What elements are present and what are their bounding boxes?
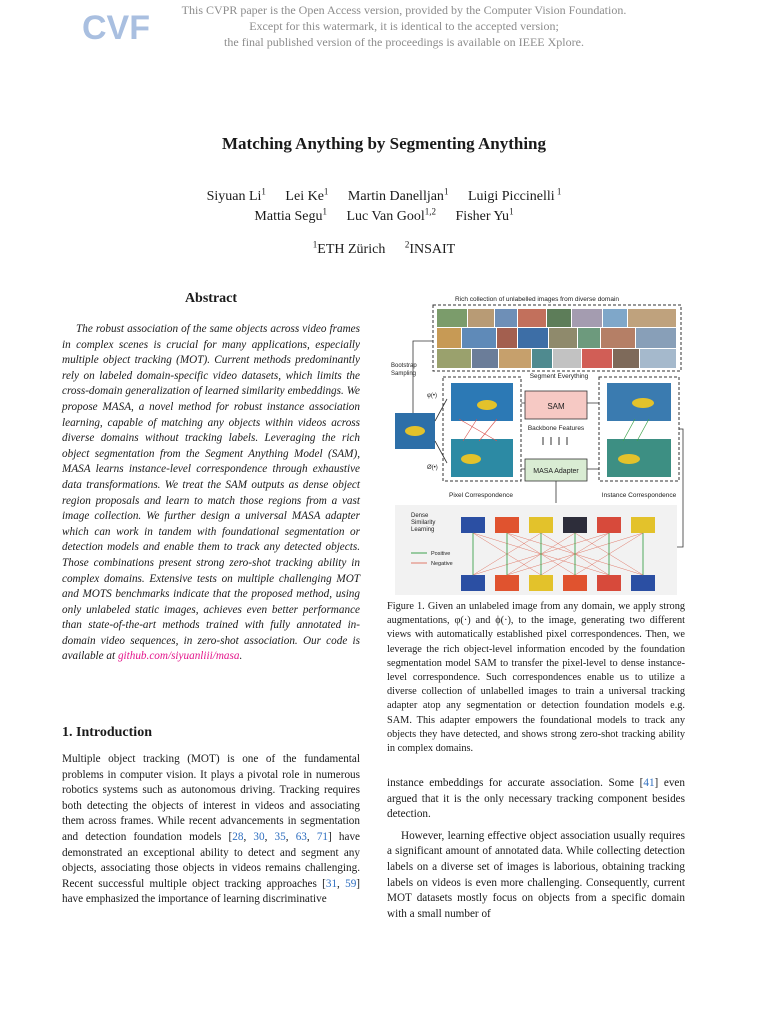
source-image — [395, 413, 435, 449]
figure-caption: Figure 1. Given an unlabeled image from any domain, we apply strong augmentations, φ(·) and ϕ(·), to the image, generating two different views with automatically established pixel correspondences. Then, we leverage the rich object-level information encoded by the foundation segmentation model SAM to transfer the pixel-level to dense instance-level correspondence. Such correspondences enable us to utilize a diverse collection of unlabelled images to train a universal tracking adapter atop any segmentation or detection foundation models e.g. SAM. This adapter empowers the foundational models to track any objects they have detected, and shows strong zero-shot tracking ability in complex domains. — [387, 601, 685, 755]
citation[interactable]: 71 — [316, 830, 329, 843]
citation[interactable]: 35 — [274, 830, 286, 843]
author: Lei Ke$^1$ — [285, 186, 329, 204]
citation[interactable]: 31 — [325, 877, 338, 890]
figure-1 — [387, 291, 685, 596]
citation[interactable]: 30 — [253, 830, 265, 843]
svg-text:Dense: Dense — [411, 513, 429, 519]
citation[interactable]: 28 — [232, 830, 244, 843]
image-collection-mosaic — [437, 309, 676, 368]
cvf-logo — [82, 6, 150, 47]
citation[interactable]: 41 — [643, 777, 655, 789]
code-link[interactable]: github.com/siyuanliii/masa — [117, 650, 240, 663]
abstract-heading: Abstract — [184, 291, 238, 306]
right-column-text: instance embeddings for accurate association. Some [41] even argued that it is the only necessary tracking component besides detection. However, learning effective object association usually requires a significant amount of annotated data. While collecting detection labels on a diverse set of images is laborious, obtaining tracking labels on videos is even more challenging. Consequently, current MOT datasets mostly focus on objects from a specific domain with a small number of — [387, 777, 685, 920]
abstract-body: The robust association of the same objects across video frames in complex scenes is crucial for many applications, especially multiple object tracking (MOT). Current methods predominantly rely on labeled domain-specific video datasets, which limits the cross-domain generalization of learned similarity embeddings. We propose MASA, a novel method for robust instance association learning, capable of matching any objects within videos across diverse domains without tracking labels. Leveraging the rich object segmentation from the Segment Anything Model (SAM), MASA learns instance-level correspondence through exhaustive data transformations. We treat the SAM outputs as dense object region proposals and learn to match those regions from a vast image collection. We further design a universal MASA adapter which can work in tandem with foundational segmentation or detection models and enable them to track any detected objects. Those combinations present strong zero-shot tracking ability in complex domains. Extensive tests on multiple challenging MOT and MOTS benchmarks indicate that the proposed method, using only unlabeled static images, achieves even better performance than state-of-the-art methods trained with fully annotated in-domain video sequences, in zero-shot association. Our code is available at github.com/siyuanliii/masa. — [62, 323, 360, 663]
svg-text:Instance Correspondence: Instance Correspondence — [601, 492, 677, 499]
svg-text:MASA Adapter: MASA Adapter — [533, 468, 579, 475]
svg-text:Learning: Learning — [411, 527, 435, 533]
svg-text:SAM: SAM — [547, 402, 565, 411]
author: Siyuan Li$^1$ — [206, 186, 266, 204]
author: Luc Van Gool$^{1,2}$ — [346, 206, 437, 224]
intro-heading: 1. Introduction — [62, 725, 152, 740]
author: Martin Danelljan$^1$ — [347, 186, 449, 204]
author: Fisher Yu$^1$ — [455, 206, 514, 224]
svg-text:φ(•): φ(•) — [427, 393, 437, 399]
citation[interactable]: 63 — [295, 830, 307, 843]
view-bottom — [451, 439, 513, 477]
fig-top-label: Rich collection of unlabelled images from diverse domain — [454, 296, 620, 303]
author: Mattia Segu$^1$ — [254, 206, 327, 224]
citation[interactable]: 59 — [345, 877, 357, 890]
watermark-line-2: Except for this watermark, it is identical to the accepted version; — [249, 19, 559, 33]
svg-text:Bootstrap: Bootstrap — [391, 363, 417, 369]
intro-paragraph: Multiple object tracking (MOT) is one of the fundamental problems in computer vision. It plays a pivotal role in numerous robotics systems such as autonomous driving. Tracking requires both detecting the objects of interest in videos and associating them across frames. While recent advancements in segmentation and detection foundation models [28, 30, 35, 63, 71] have demonstrated an exceptional ability to detect and segment any objects, associating those objects in videos remains challenging. Recent successful multiple object tracking approaches [31, 59] have emphasized the importance of learning discriminative — [62, 753, 361, 906]
watermark-line-3: the final published version of the proceedings is available on IEEE Xplore. — [224, 35, 584, 49]
svg-text:Segment Everything: Segment Everything — [529, 373, 589, 380]
svg-text:CVF: CVF — [82, 9, 150, 47]
svg-text:Ø(•): Ø(•) — [427, 465, 438, 471]
svg-text:Negative: Negative — [431, 561, 453, 567]
svg-text:Sampling: Sampling — [391, 371, 417, 377]
watermark-line-1: This CVPR paper is the Open Access version, provided by the Computer Vision Foundation. — [181, 3, 627, 17]
authors-row-1 — [0, 186, 768, 205]
svg-text:Backbone Features: Backbone Features — [527, 425, 585, 432]
affiliations: $^1$ETH Zürich $^2$INSAIT — [312, 239, 456, 257]
svg-text:Similarity: Similarity — [411, 520, 436, 526]
svg-text:Positive: Positive — [431, 551, 451, 557]
authors-row-2 — [0, 206, 768, 225]
author: Luigi Piccinelli $^1$ — [467, 186, 562, 204]
paper-title: Matching Anything by Segmenting Anything — [221, 134, 546, 153]
svg-text:Pixel Correspondence: Pixel Correspondence — [449, 492, 513, 499]
